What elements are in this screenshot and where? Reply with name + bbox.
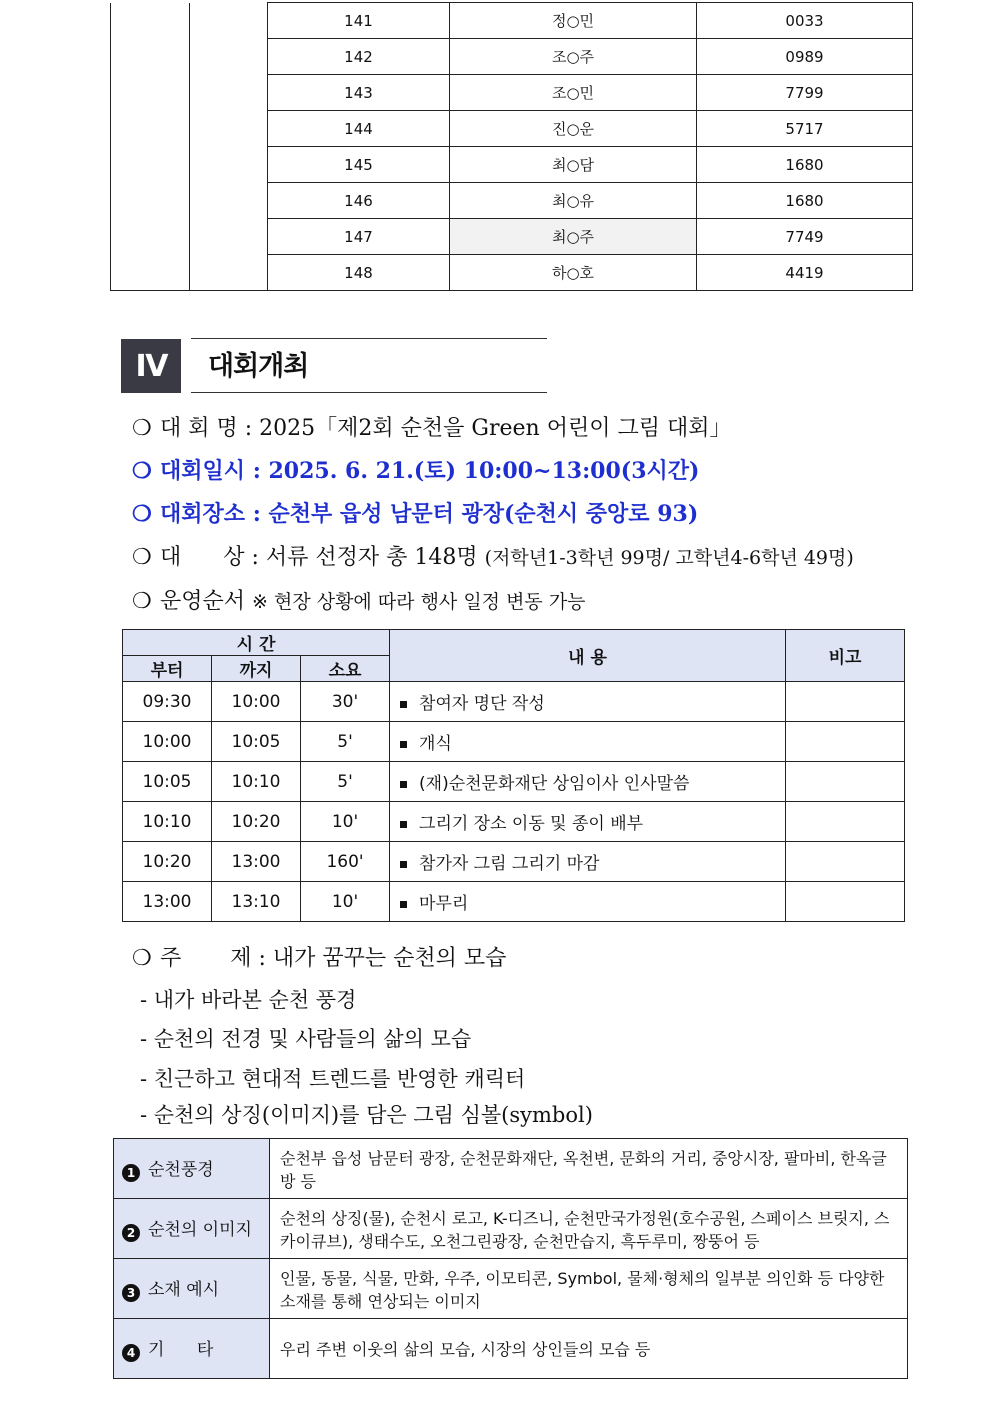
square-bullet-icon (400, 741, 407, 748)
example-label-text: 순천풍경 (148, 1160, 214, 1180)
example-label (114, 1199, 270, 1259)
separator: : (244, 416, 253, 441)
theme-item: - 순천의 상징(이미지)를 담은 그림 심볼(symbol) (140, 1103, 593, 1127)
time-header: 시 간 (123, 630, 390, 656)
number-badge-icon: 1 (122, 1164, 140, 1182)
table-row (123, 842, 905, 882)
event-date-label: 대회일시 (160, 458, 246, 484)
square-bullet-icon (400, 781, 407, 788)
participant-name: 하○호 (450, 255, 697, 291)
theme-label: 주 제 (160, 946, 252, 971)
row-number: 146 (268, 183, 450, 219)
event-place-line (132, 497, 698, 528)
row-number: 147 (268, 219, 450, 255)
event-order-label: 운영순서 (160, 589, 246, 614)
number-badge-icon: 3 (122, 1284, 140, 1302)
schedule-content-text: (재)순천문화재단 상임이사 인사말씀 (419, 774, 690, 794)
table-row (123, 882, 905, 922)
to-header: 까지 (212, 656, 301, 682)
example-text: 순천의 상징(물), 순천시 로고, K-디즈니, 순천만국가정원(호수공원, 스페이스 브릿지, 스카이큐브), 생태수도, 오천그린광장, 순천만습지, 흑두루미, 짱뚱어 등 (270, 1199, 908, 1259)
participant-code: 0033 (697, 3, 913, 39)
content-header: 내 용 (390, 630, 786, 682)
row-number: 144 (268, 111, 450, 147)
start-time: 13:00 (123, 882, 212, 922)
event-name-line (132, 411, 731, 442)
remark (786, 802, 905, 842)
start-time: 10:20 (123, 842, 212, 882)
separator: : (258, 946, 266, 971)
section-top-rule (191, 338, 547, 339)
duration: 10' (301, 882, 390, 922)
participant-code: 1680 (697, 183, 913, 219)
end-time: 10:00 (212, 682, 301, 722)
bullet-circle-icon: ❍ (132, 545, 152, 570)
participant-code: 0989 (697, 39, 913, 75)
schedule-content (390, 802, 786, 842)
duration: 10' (301, 802, 390, 842)
end-time: 13:10 (212, 882, 301, 922)
event-target-label: 대 상 (160, 545, 245, 570)
bullet-circle-icon: ❍ (132, 416, 152, 441)
row-number: 145 (268, 147, 450, 183)
section-number-badge: Ⅳ (121, 339, 181, 393)
start-time: 09:30 (123, 682, 212, 722)
participant-name: 최○주 (450, 219, 697, 255)
end-time: 10:20 (212, 802, 301, 842)
schedule-content-text: 참여자 명단 작성 (419, 694, 545, 714)
theme-item: - 친근하고 현대적 트렌드를 반영한 캐릭터 (140, 1067, 526, 1091)
square-bullet-icon (400, 701, 407, 708)
table-row (123, 802, 905, 842)
table-row (123, 722, 905, 762)
participant-name: 진○운 (450, 111, 697, 147)
number-badge-icon: 2 (122, 1224, 140, 1242)
start-time: 10:00 (123, 722, 212, 762)
square-bullet-icon (400, 861, 407, 868)
event-target-line (132, 540, 854, 571)
example-label (114, 1259, 270, 1319)
remark (786, 722, 905, 762)
participant-code: 7749 (697, 219, 913, 255)
row-number: 143 (268, 75, 450, 111)
event-date-line (132, 454, 699, 485)
schedule-content-text: 마무리 (419, 894, 469, 914)
schedule-content (390, 882, 786, 922)
example-text: 인물, 동물, 식물, 만화, 우주, 이모티콘, Symbol, 물체·형체의 일부분 의인화 등 다양한 소재를 통해 연상되는 이미지 (270, 1259, 908, 1319)
example-label-text: 소재 예시 (148, 1280, 220, 1300)
remark (786, 882, 905, 922)
event-target-detail: (저학년1-3학년 99명/ 고학년4-6학년 49명) (484, 547, 854, 569)
event-order-note: ※ 현장 상황에 따라 행사 일정 변동 가능 (252, 591, 586, 613)
example-text: 우리 주변 이웃의 삶의 모습, 시장의 상인들의 모습 등 (270, 1319, 908, 1379)
square-bullet-icon (400, 901, 407, 908)
bullet-circle-icon: ❍ (132, 589, 152, 614)
schedule-content (390, 682, 786, 722)
category-cell (190, 3, 268, 291)
theme-line (132, 941, 506, 972)
end-time: 10:10 (212, 762, 301, 802)
duration: 5' (301, 722, 390, 762)
section-title: 대회개최 (208, 351, 309, 382)
table-row (111, 3, 913, 39)
participant-code: 4419 (697, 255, 913, 291)
bullet-circle-icon: ❍ (132, 946, 152, 971)
end-time: 10:05 (212, 722, 301, 762)
row-number: 142 (268, 39, 450, 75)
theme-value: 내가 꿈꾸는 순천의 모습 (272, 946, 507, 971)
participant-roster-table (110, 2, 913, 291)
table-row (123, 682, 905, 722)
square-bullet-icon (400, 821, 407, 828)
example-text: 순천부 읍성 남문터 광장, 순천문화재단, 옥천변, 문화의 거리, 중앙시장, 팔마비, 한옥글방 등 (270, 1139, 908, 1199)
remark-header: 비고 (786, 630, 905, 682)
schedule-content (390, 722, 786, 762)
event-date-value: 2025. 6. 21.(토) 10:00~13:00(3시간) (268, 458, 700, 484)
remark (786, 762, 905, 802)
theme-item: - 내가 바라본 순천 풍경 (140, 988, 357, 1012)
duration: 30' (301, 682, 390, 722)
participant-name: 최○유 (450, 183, 697, 219)
participant-name: 정○민 (450, 3, 697, 39)
schedule-content-text: 그리기 장소 이동 및 종이 배부 (419, 814, 644, 834)
participant-name: 최○담 (450, 147, 697, 183)
participant-code: 5717 (697, 111, 913, 147)
from-header: 부터 (123, 656, 212, 682)
schedule-content (390, 842, 786, 882)
schedule-content (390, 762, 786, 802)
schedule-content-text: 개식 (419, 734, 452, 754)
example-label (114, 1319, 270, 1379)
table-row (114, 1199, 908, 1259)
participant-code: 1680 (697, 147, 913, 183)
event-name-label: 대 회 명 (160, 416, 238, 441)
duration: 5' (301, 762, 390, 802)
participant-code: 7799 (697, 75, 913, 111)
duration-header: 소요 (301, 656, 390, 682)
table-row (114, 1139, 908, 1199)
event-target-value: 서류 선정자 총 148명 (265, 545, 478, 570)
separator: : (251, 545, 259, 570)
examples-table (113, 1138, 908, 1379)
header-row (123, 630, 905, 656)
schedule-table (122, 629, 905, 922)
duration: 160' (301, 842, 390, 882)
table-row (123, 762, 905, 802)
remark (786, 682, 905, 722)
theme-item: - 순천의 전경 및 사람들의 삶의 모습 (140, 1027, 472, 1051)
example-label-text: 순천의 이미지 (148, 1220, 252, 1240)
table-row (114, 1259, 908, 1319)
section-bottom-rule (191, 392, 547, 393)
start-time: 10:10 (123, 802, 212, 842)
row-number: 148 (268, 255, 450, 291)
start-time: 10:05 (123, 762, 212, 802)
end-time: 13:00 (212, 842, 301, 882)
bullet-circle-icon: ❍ (132, 501, 152, 527)
separator: : (252, 458, 261, 484)
event-name-value: 2025「제2회 순천을 Green 어린이 그림 대회」 (259, 416, 732, 441)
remark (786, 842, 905, 882)
schedule-content-text: 참가자 그림 그리기 마감 (419, 854, 600, 874)
table-row (114, 1319, 908, 1379)
example-label (114, 1139, 270, 1199)
participant-name: 조○주 (450, 39, 697, 75)
row-number: 141 (268, 3, 450, 39)
example-label-text: 기 타 (148, 1340, 214, 1360)
event-order-line (132, 584, 586, 615)
bullet-circle-icon: ❍ (132, 458, 152, 484)
separator: : (252, 501, 261, 527)
group-cell (111, 3, 190, 291)
event-place-label: 대회장소 (160, 501, 246, 527)
number-badge-icon: 4 (122, 1344, 140, 1362)
participant-name: 조○민 (450, 75, 697, 111)
event-place-value: 순천부 읍성 남문터 광장(순천시 중앙로 93) (268, 501, 699, 527)
